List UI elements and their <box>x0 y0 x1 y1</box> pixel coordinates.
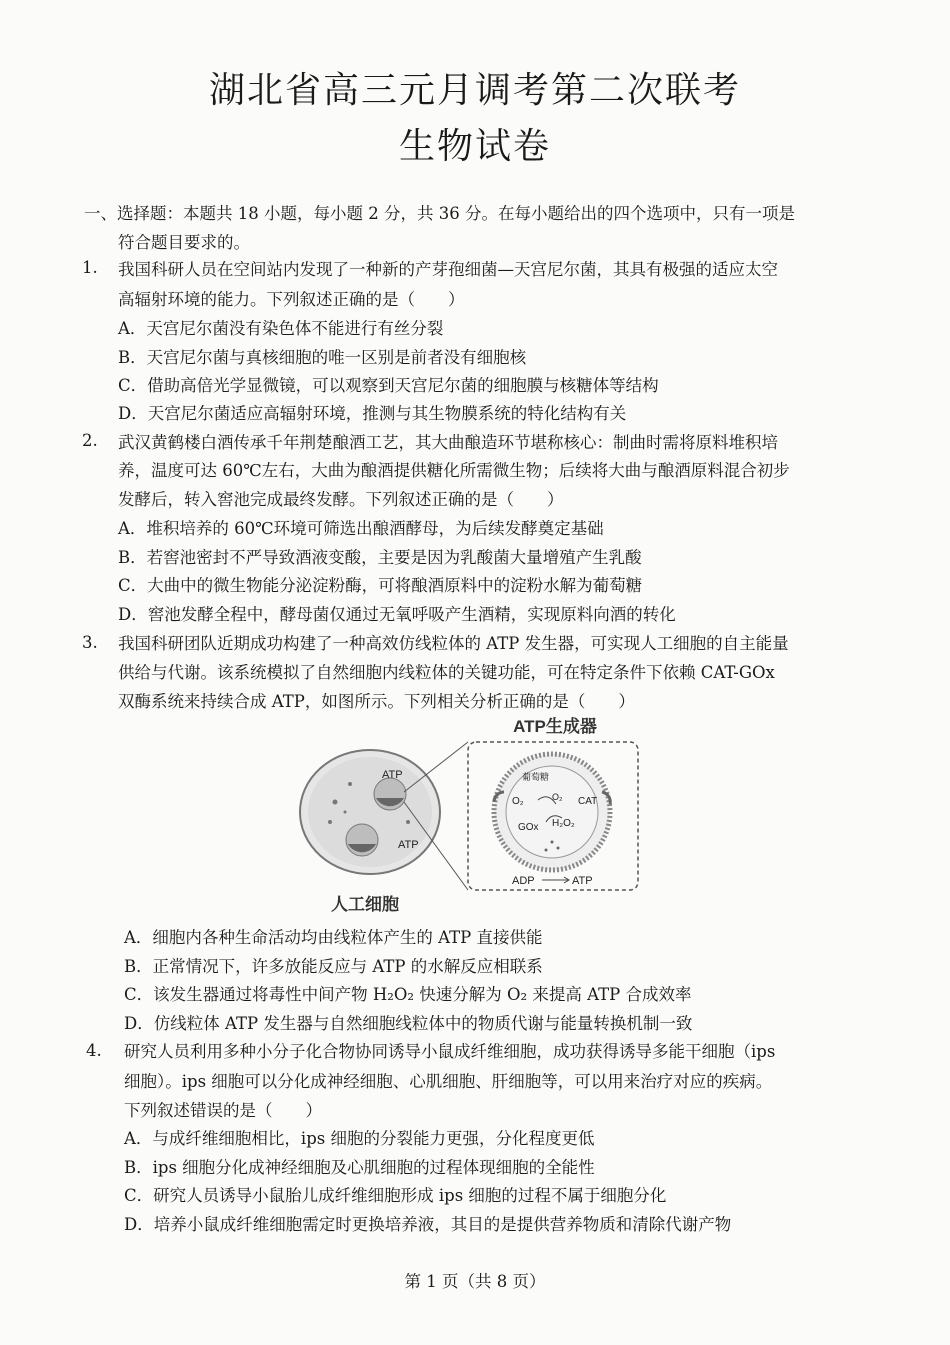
svg-text:GOx: GOx <box>518 822 539 833</box>
question-stem: 细胞）。ips 细胞可以分化成神经细胞、心肌细胞、肝细胞等，可以用来治疗对应的疾病。 <box>124 1072 773 1091</box>
page-footer: 第 1 页（共 8 页） <box>404 1272 546 1291</box>
answer-option: C．该发生器通过将毒性中间产物 H₂O₂ 快速分解为 O₂ 来提高 ATP 合成效率 <box>124 985 692 1004</box>
svg-text:葡萄糖: 葡萄糖 <box>522 772 550 782</box>
question-stem: 供给与代谢。该系统模拟了自然细胞内线粒体的关键功能，可在特定条件下依赖 CAT-GOx <box>118 663 775 682</box>
answer-option: C．借助高倍光学显微镜，可以观察到天宫尼尔菌的细胞膜与核糖体等结构 <box>118 376 659 395</box>
question-stem: 我国科研人员在空间站内发现了一种新的产芽孢细菌—天宫尼尔菌，其具有极强的适应太空 <box>118 260 778 279</box>
svg-text:CAT: CAT <box>578 796 598 807</box>
adp-label: ADP <box>512 875 535 887</box>
answer-option: B．正常情况下，许多放能反应与 ATP 的水解反应相联系 <box>124 957 543 976</box>
figure-title: ATP生成器 <box>513 717 597 736</box>
answer-option: B．若窖池密封不严导致酒液变酸，主要是因为乳酸菌大量增殖产生乳酸 <box>118 548 642 567</box>
atp-label: ATP <box>398 839 419 851</box>
answer-option: D．窖池发酵全程中，酵母菌仅通过无氧呼吸产生酒精，实现原料向酒的转化 <box>118 605 676 624</box>
answer-option: A．堆积培养的 60℃环境可筛选出酿酒酵母，为后续发酵奠定基础 <box>118 519 604 538</box>
answer-option: D．培养小鼠成纤维细胞需定时更换培养液，其目的是提供营养物质和清除代谢产物 <box>124 1215 732 1234</box>
answer-option: D．天宫尼尔菌适应高辐射环境，推测与其生物膜系统的特化结构有关 <box>118 404 627 423</box>
question-stem: 武汉黄鹤楼白酒传承千年荆楚酿酒工艺，其大曲酿造环节堪称核心：制曲时需将原料堆积培 <box>118 433 778 452</box>
question-stem: 研究人员利用多种小分子化合物协同诱导小鼠成纤维细胞，成功获得诱导多能干细胞（ips <box>124 1042 776 1061</box>
svg-text:O₂: O₂ <box>552 792 563 802</box>
atp-label: ATP <box>382 769 403 781</box>
question-number: 2. <box>82 431 98 450</box>
question-number: 1. <box>82 258 98 277</box>
question-stem: 发酵后，转入窖池完成最终发酵。下列叙述正确的是（ ） <box>118 490 564 509</box>
page-title: 湖北省高三元月调考第二次联考 <box>208 70 741 111</box>
page-subtitle: 生物试卷 <box>398 126 551 167</box>
answer-option: B．天宫尼尔菌与真核细胞的唯一区别是前者没有细胞核 <box>118 348 527 367</box>
question-stem: 高辐射环境的能力。下列叙述正确的是（ ） <box>118 290 465 309</box>
question-number: 4. <box>86 1041 102 1060</box>
section-heading-cont: 符合题目要求的。 <box>118 233 250 252</box>
answer-option: A．天宫尼尔菌没有染色体不能进行有丝分裂 <box>118 319 444 338</box>
answer-option: A．与成纤维细胞相比，ips 细胞的分裂能力更强，分化程度更低 <box>124 1129 595 1148</box>
question-number: 3. <box>82 633 98 652</box>
answer-option: D．仿线粒体 ATP 发生器与自然细胞线粒体中的物质代谢与能量转换机制一致 <box>124 1014 693 1033</box>
question-stem: 下列叙述错误的是（ ） <box>124 1101 322 1120</box>
answer-option: C．大曲中的微生物能分泌淀粉酶，可将酿酒原料中的淀粉水解为葡萄糖 <box>118 576 643 595</box>
figure-caption: 人工细胞 <box>331 895 399 914</box>
question-stem: 我国科研团队近期成功构建了一种高效仿线粒体的 ATP 发生器，可实现人工细胞的自主能量 <box>118 634 789 653</box>
svg-text:O₂: O₂ <box>512 796 524 807</box>
section-heading: 一、选择题：本题共 18 小题，每小题 2 分，共 36 分。在每小题给出的四个选项中，只有一项是 <box>84 204 795 223</box>
question-stem: 双酶系统来持续合成 ATP，如图所示。下列相关分析正确的是（ ） <box>118 692 635 711</box>
atp-label: ATP <box>572 875 593 887</box>
answer-option: C．研究人员诱导小鼠胎儿成纤维细胞形成 ips 细胞的过程不属于细胞分化 <box>124 1186 667 1205</box>
svg-text:H₂O₂: H₂O₂ <box>552 818 575 829</box>
answer-option: B．ips 细胞分化成神经细胞及心肌细胞的过程体现细胞的全能性 <box>124 1158 595 1177</box>
answer-option: A．细胞内各种生命活动均由线粒体产生的 ATP 直接供能 <box>124 928 543 947</box>
atp-generator-figure <box>290 712 650 922</box>
question-stem: 养，温度可达 60℃左右，大曲为酿酒提供糖化所需微生物；后续将大曲与酿酒原料混合初步 <box>118 461 790 480</box>
